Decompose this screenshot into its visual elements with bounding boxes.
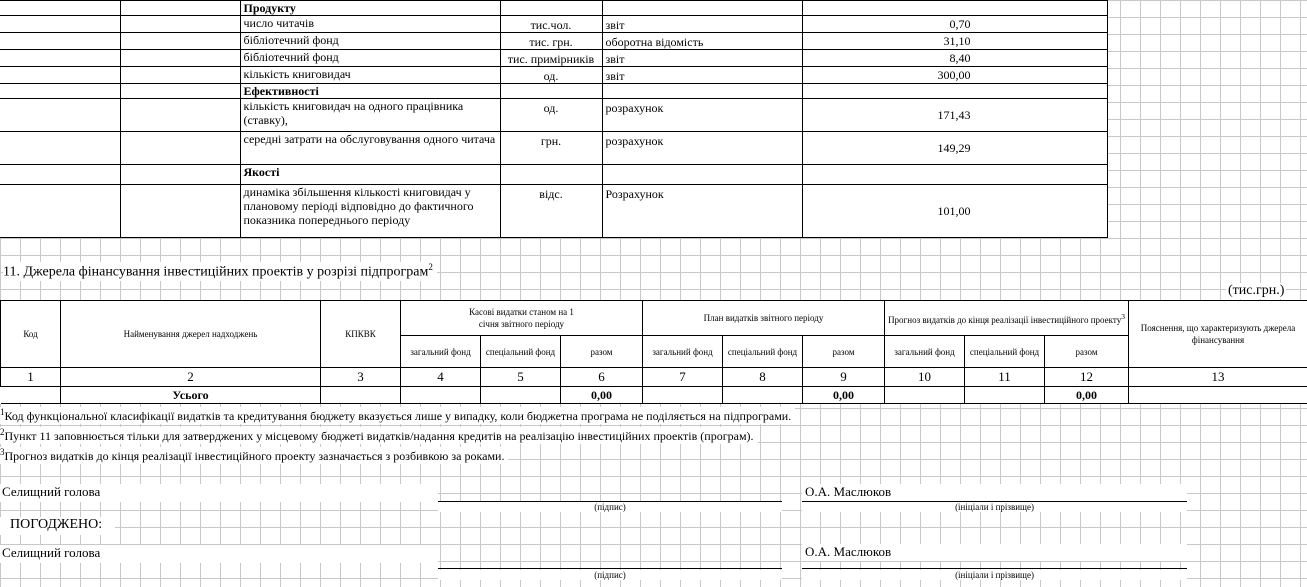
indicator-row bbox=[0, 16, 1107, 33]
indicator-source bbox=[602, 1, 802, 16]
indicator-unit: тис. примірників bbox=[500, 50, 602, 67]
indicator-source: звіт bbox=[602, 50, 802, 67]
header-general-fund: загальний фонд bbox=[401, 336, 481, 368]
footnote-3: $^3$Прогноз видатків до кінця реалізації інвестиційного проекту зазначається з розбивкою за роками. bbox=[0, 447, 508, 464]
units-label: (тис.грн.) bbox=[1228, 283, 1285, 298]
header-explanation: Пояснення, що характеризують джерела фінансування bbox=[1129, 301, 1307, 368]
indicator-group-row bbox=[0, 165, 1107, 185]
indicator-name: Продукту bbox=[240, 1, 500, 16]
column-number: 2 bbox=[61, 368, 321, 387]
head-name-1: О.А. Маслюков bbox=[802, 484, 1187, 501]
row-spacer-cell bbox=[0, 50, 120, 67]
signature-caption-1: (підпис) bbox=[438, 502, 782, 512]
column-number: 7 bbox=[643, 368, 723, 387]
row-spacer-cell bbox=[0, 1, 120, 16]
header-code: Код bbox=[1, 301, 61, 368]
indicator-value: 300,00 bbox=[802, 67, 1107, 84]
column-numbers-row bbox=[1, 368, 1307, 387]
indicator-source: розрахунок bbox=[602, 99, 802, 132]
indicator-source: Розрахунок bbox=[602, 185, 802, 238]
indicator-row bbox=[0, 67, 1107, 84]
indicator-group-row bbox=[0, 84, 1107, 99]
column-number: 5 bbox=[481, 368, 561, 387]
row-code-cell bbox=[120, 185, 240, 238]
column-number: 4 bbox=[401, 368, 481, 387]
indicator-name: кількість книговидач bbox=[240, 67, 500, 84]
column-number: 3 bbox=[321, 368, 401, 387]
indicator-name: Ефективності bbox=[240, 84, 500, 99]
indicator-row bbox=[0, 99, 1107, 132]
row-spacer-cell bbox=[0, 67, 120, 84]
indicator-source: розрахунок bbox=[602, 132, 802, 165]
head-name-2: О.А. Маслюков bbox=[802, 544, 1187, 561]
finance-table bbox=[0, 300, 1307, 404]
section-11-title: 11. Джерела фінансування інвестиційних проектів у розрізі підпрограм$^2$ bbox=[3, 262, 437, 281]
forecast-total-value: 0,00 bbox=[1045, 387, 1129, 404]
header-plan-expenses: План видатків звітного періоду bbox=[643, 301, 885, 336]
column-number: 9 bbox=[803, 368, 885, 387]
row-code-cell bbox=[120, 84, 240, 99]
signature-line-2 bbox=[438, 568, 782, 569]
row-spacer-cell bbox=[0, 84, 120, 99]
header-kpkvk: КПКВК bbox=[321, 301, 401, 368]
indicator-name: динаміка збільшення кількості книговидач у плановому періоді відповідно до фактичного показника попереднього періоду bbox=[240, 185, 500, 238]
indicator-unit bbox=[500, 84, 602, 99]
footnote-1: $^1$Код функціональної класифікації видатків та кредитування бюджету вказується лише у випадку, коли бюджетна програма не поділяється на підпрограми. bbox=[0, 407, 795, 424]
column-number: 10 bbox=[885, 368, 965, 387]
column-number: 6 bbox=[561, 368, 643, 387]
indicator-row bbox=[0, 50, 1107, 67]
indicator-row bbox=[0, 132, 1107, 165]
indicator-group-row bbox=[0, 1, 1107, 16]
indicator-source bbox=[602, 165, 802, 185]
row-spacer-cell bbox=[0, 165, 120, 185]
header-cash-expenses: Касові видатки станом на 1 січня звітного періоду bbox=[401, 301, 643, 336]
column-number: 12 bbox=[1045, 368, 1129, 387]
header-general-fund: загальний фонд bbox=[885, 336, 965, 368]
indicator-unit bbox=[500, 165, 602, 185]
head-title-2: Селищний голова bbox=[0, 545, 438, 563]
total-label: Усього bbox=[61, 387, 321, 404]
indicator-name: бібліотечний фонд bbox=[240, 50, 500, 67]
indicators-table bbox=[0, 0, 1108, 238]
header-special-fund: спеціальний фонд bbox=[723, 336, 803, 368]
indicator-value bbox=[802, 1, 1107, 16]
indicator-value: 171,43 bbox=[802, 99, 1107, 132]
indicator-name: число читачів bbox=[240, 16, 500, 33]
header-special-fund: спеціальний фонд bbox=[965, 336, 1045, 368]
indicator-value bbox=[802, 84, 1107, 99]
indicator-source bbox=[602, 84, 802, 99]
indicator-unit: од. bbox=[500, 99, 602, 132]
indicator-unit: од. bbox=[500, 67, 602, 84]
cash-total-value: 0,00 bbox=[561, 387, 643, 404]
row-code-cell bbox=[120, 1, 240, 16]
row-spacer-cell bbox=[0, 33, 120, 50]
footnote-ref: 2 bbox=[428, 262, 433, 272]
agreed-label: ПОГОДЖЕНО: bbox=[0, 517, 115, 535]
indicator-value: 31,10 bbox=[802, 33, 1107, 50]
total-row bbox=[1, 387, 1307, 404]
indicator-unit: тис.чол. bbox=[500, 16, 602, 33]
indicator-row bbox=[0, 185, 1107, 238]
initials-caption-2: (ініціали і прізвище) bbox=[802, 570, 1187, 580]
row-code-cell bbox=[120, 33, 240, 50]
column-number: 8 bbox=[723, 368, 803, 387]
indicator-name: Якості bbox=[240, 165, 500, 185]
row-code-cell bbox=[120, 99, 240, 132]
row-code-cell bbox=[120, 132, 240, 165]
indicator-unit: грн. bbox=[500, 132, 602, 165]
row-spacer-cell bbox=[0, 185, 120, 238]
plan-total-value: 0,00 bbox=[803, 387, 885, 404]
initials-caption-1: (ініціали і прізвище) bbox=[802, 502, 1187, 512]
header-special-fund: спеціальний фонд bbox=[481, 336, 561, 368]
header-total: разом bbox=[803, 336, 885, 368]
indicator-source: оборотна відомість bbox=[602, 33, 802, 50]
header-total: разом bbox=[1045, 336, 1129, 368]
row-code-cell bbox=[120, 165, 240, 185]
name-line-2 bbox=[802, 568, 1187, 569]
header-total: разом bbox=[561, 336, 643, 368]
header-general-fund: загальний фонд bbox=[643, 336, 723, 368]
footnote-2: $^2$Пункт 11 заповнюється тільки для затверджених у місцевому бюджеті видатків/надання кредитів на реалізацію інвестиційних проектів (програм). bbox=[0, 427, 758, 444]
indicator-name: середні затрати на обслуговування одного читача bbox=[240, 132, 500, 165]
row-code-cell bbox=[120, 50, 240, 67]
column-number: 11 bbox=[965, 368, 1045, 387]
indicator-unit bbox=[500, 1, 602, 16]
row-spacer-cell bbox=[0, 99, 120, 132]
indicator-value: 101,00 bbox=[802, 185, 1107, 238]
signature-caption-2: (підпис) bbox=[438, 570, 782, 580]
header-forecast-expenses: Прогноз видатків до кінця реалізації інвестиційного проекту$^3$ bbox=[885, 301, 1129, 336]
indicator-unit: тис. грн. bbox=[500, 33, 602, 50]
indicator-row bbox=[0, 33, 1107, 50]
row-code-cell bbox=[120, 16, 240, 33]
indicator-source: звіт bbox=[602, 67, 802, 84]
indicator-name: бібліотечний фонд bbox=[240, 33, 500, 50]
indicator-name: кількість книговидач на одного працівника (ставку), bbox=[240, 99, 500, 132]
column-number: 13 bbox=[1129, 368, 1307, 387]
indicator-value: 149,29 bbox=[802, 132, 1107, 165]
row-spacer-cell bbox=[0, 16, 120, 33]
indicator-value bbox=[802, 165, 1107, 185]
head-title-1: Селищний голова bbox=[0, 484, 438, 502]
row-code-cell bbox=[120, 67, 240, 84]
row-spacer-cell bbox=[0, 132, 120, 165]
indicator-unit: відс. bbox=[500, 185, 602, 238]
header-source-name: Найменування джерел надходжень bbox=[61, 301, 321, 368]
indicator-value: 0,70 bbox=[802, 16, 1107, 33]
indicator-source: звіт bbox=[602, 16, 802, 33]
column-number: 1 bbox=[1, 368, 61, 387]
indicator-value: 8,40 bbox=[802, 50, 1107, 67]
